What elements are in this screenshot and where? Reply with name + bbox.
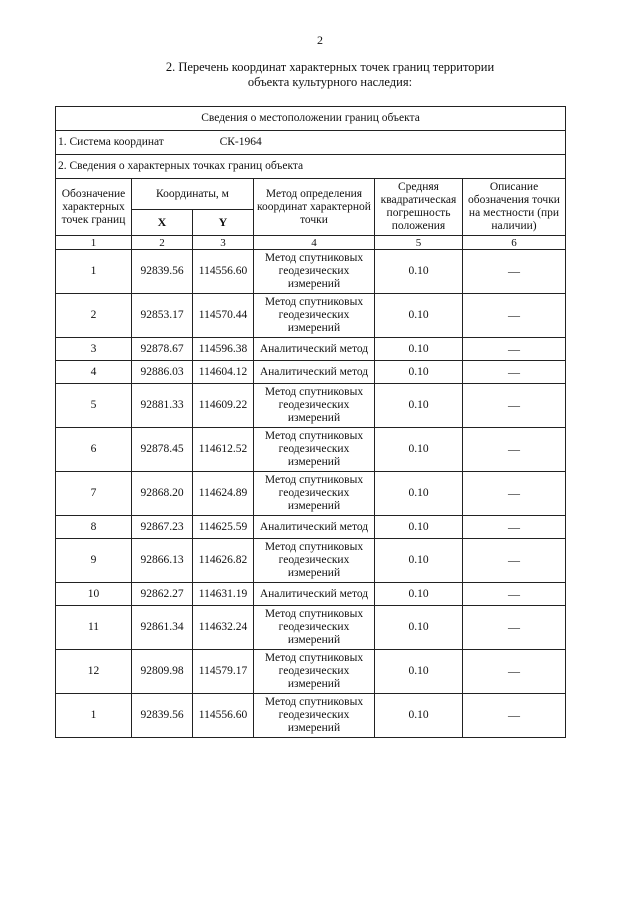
y-coordinate-cell: 114556.60 — [193, 250, 254, 294]
table-row — [56, 583, 566, 606]
description-cell: — — [463, 361, 566, 384]
y-coordinate-cell: 114626.82 — [193, 539, 254, 583]
y-coordinate-cell: 114631.19 — [193, 583, 254, 606]
x-coordinate-cell: 92886.03 — [132, 361, 193, 384]
error-cell: 0.10 — [375, 428, 463, 472]
table-row — [56, 384, 566, 428]
table-row — [56, 650, 566, 694]
x-coordinate-cell: 92868.20 — [132, 472, 193, 516]
description-cell: — — [463, 472, 566, 516]
error-cell: 0.10 — [375, 338, 463, 361]
point-id-cell: 4 — [56, 361, 132, 384]
x-coordinate-cell: 92881.33 — [132, 384, 193, 428]
table-title: Сведения о местоположении границ объекта — [56, 107, 566, 131]
point-id-cell: 8 — [56, 516, 132, 539]
error-cell: 0.10 — [375, 606, 463, 650]
table-row — [56, 516, 566, 539]
error-cell: 0.10 — [375, 694, 463, 738]
error-cell: 0.10 — [375, 539, 463, 583]
header-x: X — [132, 210, 193, 236]
error-cell: 0.10 — [375, 250, 463, 294]
point-id-cell: 10 — [56, 583, 132, 606]
column-number: 1 — [56, 236, 132, 250]
point-id-cell: 6 — [56, 428, 132, 472]
error-cell: 0.10 — [375, 472, 463, 516]
point-id-cell: 3 — [56, 338, 132, 361]
description-cell: — — [463, 516, 566, 539]
x-coordinate-cell: 92839.56 — [132, 250, 193, 294]
x-coordinate-cell: 92809.98 — [132, 650, 193, 694]
header-description: Описание обозначения точки на местности (при наличии) — [463, 179, 566, 236]
y-coordinate-cell: 114624.89 — [193, 472, 254, 516]
method-cell: Метод спутниковых геодезических измерений — [254, 606, 375, 650]
header-method: Метод определения координат характерной точки — [254, 179, 375, 236]
table-row — [56, 428, 566, 472]
x-coordinate-cell: 92878.67 — [132, 338, 193, 361]
x-coordinate-cell: 92862.27 — [132, 583, 193, 606]
y-coordinate-cell: 114632.24 — [193, 606, 254, 650]
method-cell: Метод спутниковых геодезических измерений — [254, 472, 375, 516]
description-cell: — — [463, 294, 566, 338]
description-cell: — — [463, 338, 566, 361]
error-cell: 0.10 — [375, 294, 463, 338]
point-id-cell: 1 — [56, 250, 132, 294]
error-cell: 0.10 — [375, 583, 463, 606]
coordinate-system-value: СК-1964 — [219, 136, 262, 148]
header-error: Средняя квадратическая погрешность положения — [375, 179, 463, 236]
heading-line-1: 2. Перечень координат характерных точек границ территории — [165, 60, 495, 74]
method-cell: Метод спутниковых геодезических измерений — [254, 428, 375, 472]
column-number: 4 — [254, 236, 375, 250]
y-coordinate-cell: 114604.12 — [193, 361, 254, 384]
method-cell: Аналитический метод — [254, 516, 375, 539]
error-cell: 0.10 — [375, 361, 463, 384]
x-coordinate-cell: 92878.45 — [132, 428, 193, 472]
point-id-cell: 9 — [56, 539, 132, 583]
column-number: 3 — [193, 236, 254, 250]
coordinate-system-label: 1. Система координат — [58, 136, 164, 148]
method-cell: Аналитический метод — [254, 361, 375, 384]
error-cell: 0.10 — [375, 384, 463, 428]
y-coordinate-cell: 114556.60 — [193, 694, 254, 738]
point-id-cell: 2 — [56, 294, 132, 338]
x-coordinate-cell: 92839.56 — [132, 694, 193, 738]
table-row — [56, 294, 566, 338]
point-id-cell: 12 — [56, 650, 132, 694]
error-cell: 0.10 — [375, 516, 463, 539]
heading-line-2: объекта культурного наследия: — [247, 75, 413, 89]
y-coordinate-cell: 114570.44 — [193, 294, 254, 338]
method-cell: Метод спутниковых геодезических измерений — [254, 250, 375, 294]
column-number: 2 — [132, 236, 193, 250]
section-2-label: 2. Сведения о характерных точках границ объекта — [56, 155, 566, 179]
error-cell: 0.10 — [375, 650, 463, 694]
header-designation: Обозначение характерных точек границ — [56, 179, 132, 236]
x-coordinate-cell: 92861.34 — [132, 606, 193, 650]
method-cell: Аналитический метод — [254, 583, 375, 606]
y-coordinate-cell: 114612.52 — [193, 428, 254, 472]
method-cell: Метод спутниковых геодезических измерений — [254, 694, 375, 738]
description-cell: — — [463, 428, 566, 472]
point-id-cell: 5 — [56, 384, 132, 428]
table-row — [56, 606, 566, 650]
table-row — [56, 250, 566, 294]
description-cell: — — [463, 539, 566, 583]
description-cell: — — [463, 694, 566, 738]
table-row — [56, 472, 566, 516]
column-number-row — [56, 236, 566, 250]
y-coordinate-cell: 114609.22 — [193, 384, 254, 428]
description-cell: — — [463, 384, 566, 428]
x-coordinate-cell: 92853.17 — [132, 294, 193, 338]
description-cell: — — [463, 650, 566, 694]
x-coordinate-cell: 92867.23 — [132, 516, 193, 539]
header-coordinates: Координаты, м — [132, 179, 254, 210]
column-number: 6 — [463, 236, 566, 250]
y-coordinate-cell: 114625.59 — [193, 516, 254, 539]
point-id-cell: 7 — [56, 472, 132, 516]
method-cell: Метод спутниковых геодезических измерений — [254, 384, 375, 428]
y-coordinate-cell: 114596.38 — [193, 338, 254, 361]
method-cell: Метод спутниковых геодезических измерений — [254, 539, 375, 583]
coordinate-system-row — [56, 131, 566, 155]
table-row — [56, 338, 566, 361]
table-row — [56, 539, 566, 583]
table-row — [56, 694, 566, 738]
description-cell: — — [463, 606, 566, 650]
description-cell: — — [463, 250, 566, 294]
description-cell: — — [463, 583, 566, 606]
method-cell: Метод спутниковых геодезических измерений — [254, 294, 375, 338]
y-coordinate-cell: 114579.17 — [193, 650, 254, 694]
document-heading — [0, 60, 640, 90]
table-row — [56, 361, 566, 384]
point-id-cell: 1 — [56, 694, 132, 738]
point-id-cell: 11 — [56, 606, 132, 650]
header-y: Y — [193, 210, 254, 236]
method-cell: Метод спутниковых геодезических измерений — [254, 650, 375, 694]
boundary-coordinates-table — [55, 106, 566, 738]
x-coordinate-cell: 92866.13 — [132, 539, 193, 583]
method-cell: Аналитический метод — [254, 338, 375, 361]
page-number: 2 — [317, 33, 323, 47]
column-number: 5 — [375, 236, 463, 250]
